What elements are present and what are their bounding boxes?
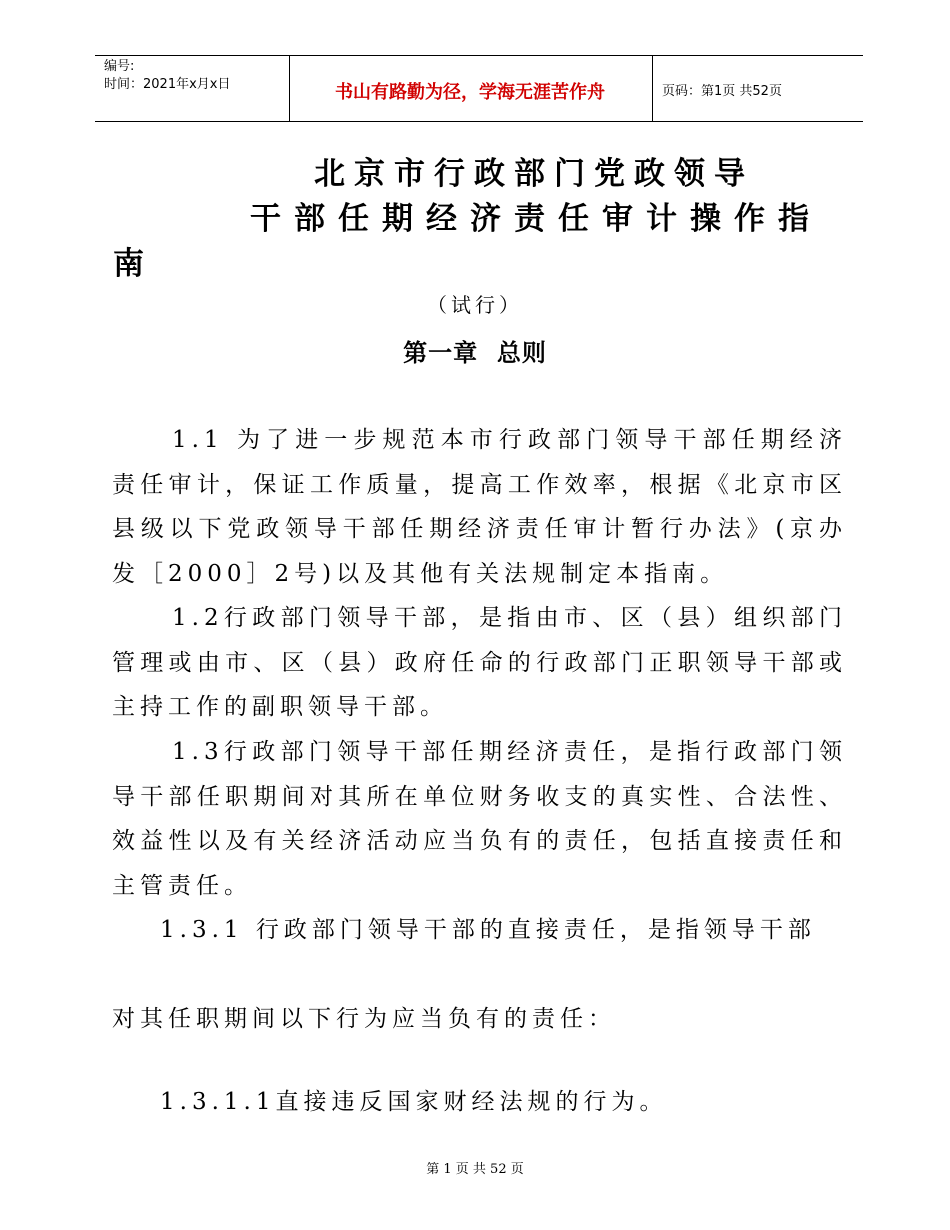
document-title-line-1: 北京市行政部门党政领导 [314, 156, 754, 192]
header-top-rule [95, 55, 863, 56]
header-bottom-rule [95, 121, 863, 122]
paragraph-1-3-1-line-1: 1.3.1 行政部门领导干部的直接责任，是指领导干部 [160, 917, 816, 943]
paragraph-1-3: 1.3行政部门领导干部任期经济责任，是指行政部门领导干部任职期间对其所在单位财务收支的真实性、合法性、效益性以及有关经济活动应当负有的责任，包括直接责任和主管责任。 [112, 739, 847, 899]
document-title-line-2: 干部任期经济责任审计操作指 [250, 201, 822, 237]
page-footer: 第 1 页 共 52 页 [426, 1162, 524, 1177]
chapter-heading: 第一章 总则 [403, 339, 547, 367]
header-divider-right [652, 56, 653, 121]
paragraph-1-1: 1.1 为了进一步规范本市行政部门领导干部任期经济责任审计，保证工作质量，提高工作效率，根据《北京市区县级以下党政领导干部任期经济责任审计暂行办法》(京办发［2000］2号)以及其他有关法规制定本指南。 [112, 427, 847, 587]
paragraph-1-2: 1.2行政部门领导干部，是指由市、区（县）组织部门管理或由市、区（县）政府任命的行政部门正职领导干部或主持工作的副职领导干部。 [112, 605, 847, 720]
header-page-info: 页码：第1页 共52页 [662, 84, 782, 99]
document-subtitle: （试行） [427, 293, 523, 317]
document-title-line-3: 南 [113, 246, 144, 282]
header-motto: 书山有路勤为径，学海无涯苦作舟 [335, 82, 605, 103]
document-number-label: 编号: [104, 59, 135, 74]
paragraph-1-3-1-1: 1.3.1.1直接违反国家财经法规的行为。 [160, 1089, 668, 1115]
document-time-label: 时间：2021年x月x日 [104, 77, 231, 92]
paragraph-1-3-1-line-2: 对其任职期间以下行为应当负有的责任： [112, 1006, 616, 1032]
header-meta [104, 58, 230, 94]
